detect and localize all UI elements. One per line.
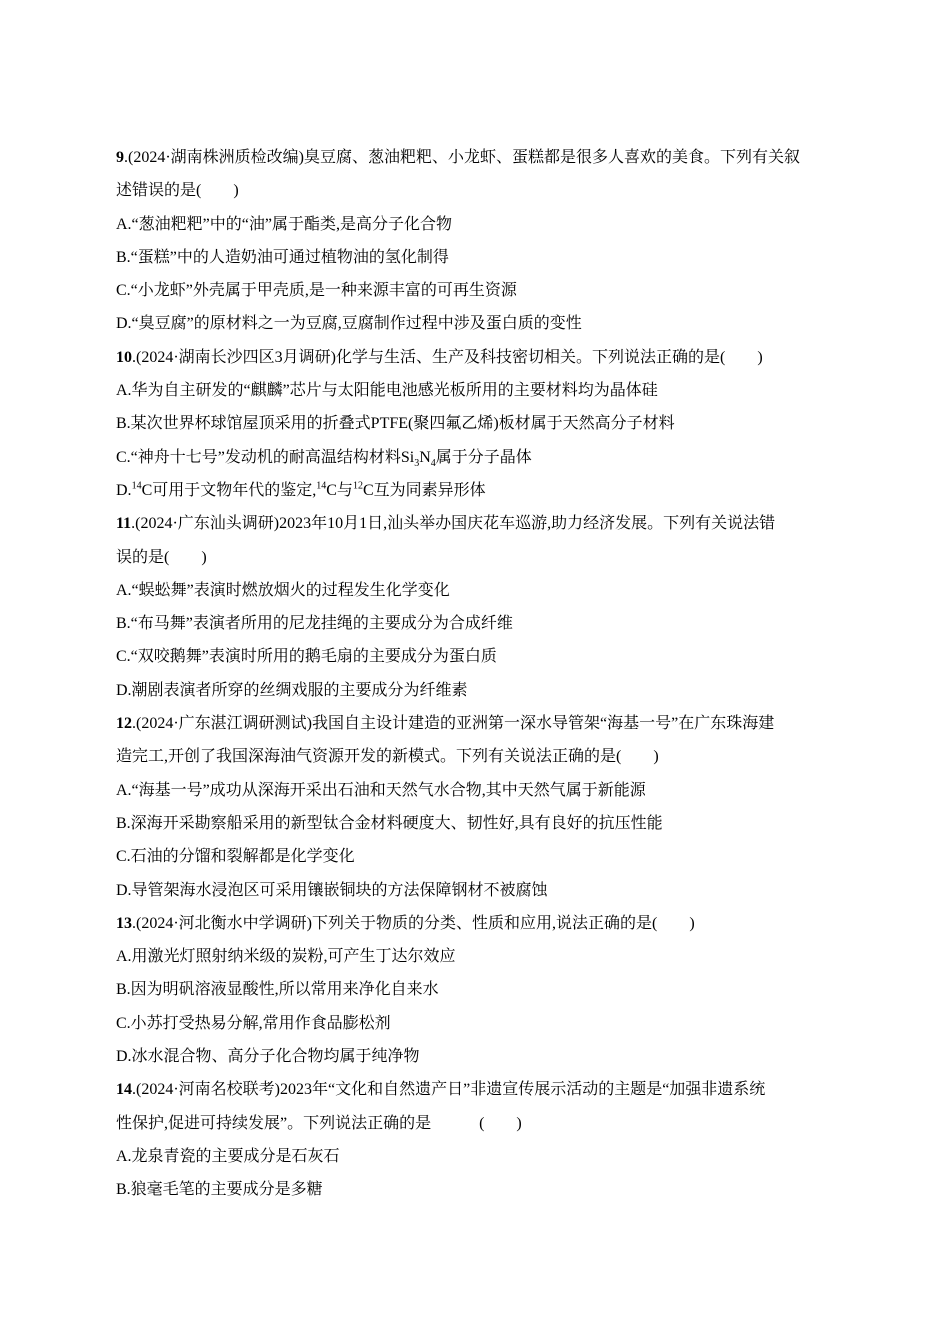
question-9 <box>116 141 836 341</box>
option-c: C.“双咬鹅舞”表演时所用的鹅毛扇的主要成分为蛋白质 <box>116 648 497 666</box>
question-13 <box>116 907 836 1073</box>
question-number: 11 <box>116 515 132 533</box>
option-b: B.因为明矾溶液显酸性,所以常用来净化自来水 <box>116 981 439 999</box>
option-b: B.某次世界杯球馆屋顶采用的折叠式PTFE(聚四氟乙烯)板材属于天然高分子材料 <box>116 415 675 433</box>
question-stem: 性保护,促进可持续发展”。下列说法正确的是 ( ) <box>116 1114 522 1132</box>
option-b: B.“布马舞”表演者所用的尼龙挂绳的主要成分为合成纤维 <box>116 615 513 633</box>
option-b: B.狼毫毛笔的主要成分是多糖 <box>116 1181 323 1199</box>
question-stem: 述错误的是( ) <box>116 182 239 200</box>
question-stem: 9.(2024·湖南株洲质检改编)臭豆腐、葱油粑粑、小龙虾、蛋糕都是很多人喜欢的美食。下列有关叙 <box>116 149 800 166</box>
option-c: C.“小龙虾”外壳属于甲壳质,是一种来源丰富的可再生资源 <box>116 282 517 300</box>
option-a: A.“蜈蚣舞”表演时燃放烟火的过程发生化学变化 <box>116 581 450 599</box>
question-stem: 误的是( ) <box>116 548 207 566</box>
question-10 <box>116 341 836 507</box>
option-d: D.$^{14}$C可用于文物年代的鉴定,$^{14}$C与$^{12}$C互为同素异形体 <box>116 480 486 499</box>
option-b: B.深海开采勘察船采用的新型钛合金材料硬度大、韧性好,具有良好的抗压性能 <box>116 814 663 832</box>
question-stem: 10.(2024·湖南长沙四区3月调研)化学与生活、生产及科技密切相关。下列说法正确的是( ) <box>116 348 763 366</box>
option-d: D.“臭豆腐”的原材料之一为豆腐,豆腐制作过程中涉及蛋白质的变性 <box>116 315 582 333</box>
option-a: A.“葱油粑粑”中的“油”属于酯类,是高分子化合物 <box>116 215 452 233</box>
option-d: D.导管架海水浸泡区可采用镶嵌铜块的方法保障钢材不被腐蚀 <box>116 881 548 899</box>
question-number: 14 <box>116 1081 132 1099</box>
option-a: A.华为自主研发的“麒麟”芯片与太阳能电池感光板所用的主要材料均为晶体硅 <box>116 382 658 400</box>
question-number: 10 <box>116 348 132 366</box>
question-11 <box>116 507 836 707</box>
option-b: B.“蛋糕”中的人造奶油可通过植物油的氢化制得 <box>116 248 449 266</box>
question-stem: 造完工,开创了我国深海油气资源开发的新模式。下列有关说法正确的是( ) <box>116 748 659 766</box>
option-a: A.“海基一号”成功从深海开采出石油和天然气水合物,其中天然气属于新能源 <box>116 781 646 799</box>
option-d: D.冰水混合物、高分子化合物均属于纯净物 <box>116 1048 420 1066</box>
option-d: D.潮剧表演者所穿的丝绸戏服的主要成分为纤维素 <box>116 681 468 699</box>
question-stem: 12.(2024·广东湛江调研测试)我国自主设计建造的亚洲第一深水导管架“海基一号”在广东珠海建 <box>116 715 775 733</box>
question-number: 12 <box>116 715 132 733</box>
option-c: C.石油的分馏和裂解都是化学变化 <box>116 848 355 866</box>
question-14 <box>116 1073 836 1206</box>
option-a: A.龙泉青瓷的主要成分是石灰石 <box>116 1147 340 1165</box>
document-page <box>116 141 836 1207</box>
option-a: A.用激光灯照射纳米级的炭粉,可产生丁达尔效应 <box>116 948 456 966</box>
option-c: C.小苏打受热易分解,常用作食品膨松剂 <box>116 1014 391 1032</box>
question-number: 9 <box>116 149 124 166</box>
question-stem: 11.(2024·广东汕头调研)2023年10月1日,汕头举办国庆花车巡游,助力经济发展。下列有关说法错 <box>116 515 776 533</box>
question-12 <box>116 707 836 907</box>
option-c: C.“神舟十七号”发动机的耐高温结构材料$Si_3N_4$属于分子晶体 <box>116 448 532 469</box>
question-stem: 14.(2024·河南名校联考)2023年“文化和自然遗产日”非遗宣传展示活动的主题是“加强非遗系统 <box>116 1081 766 1099</box>
question-number: 13 <box>116 914 132 932</box>
question-stem: 13.(2024·河北衡水中学调研)下列关于物质的分类、性质和应用,说法正确的是( ) <box>116 914 695 932</box>
